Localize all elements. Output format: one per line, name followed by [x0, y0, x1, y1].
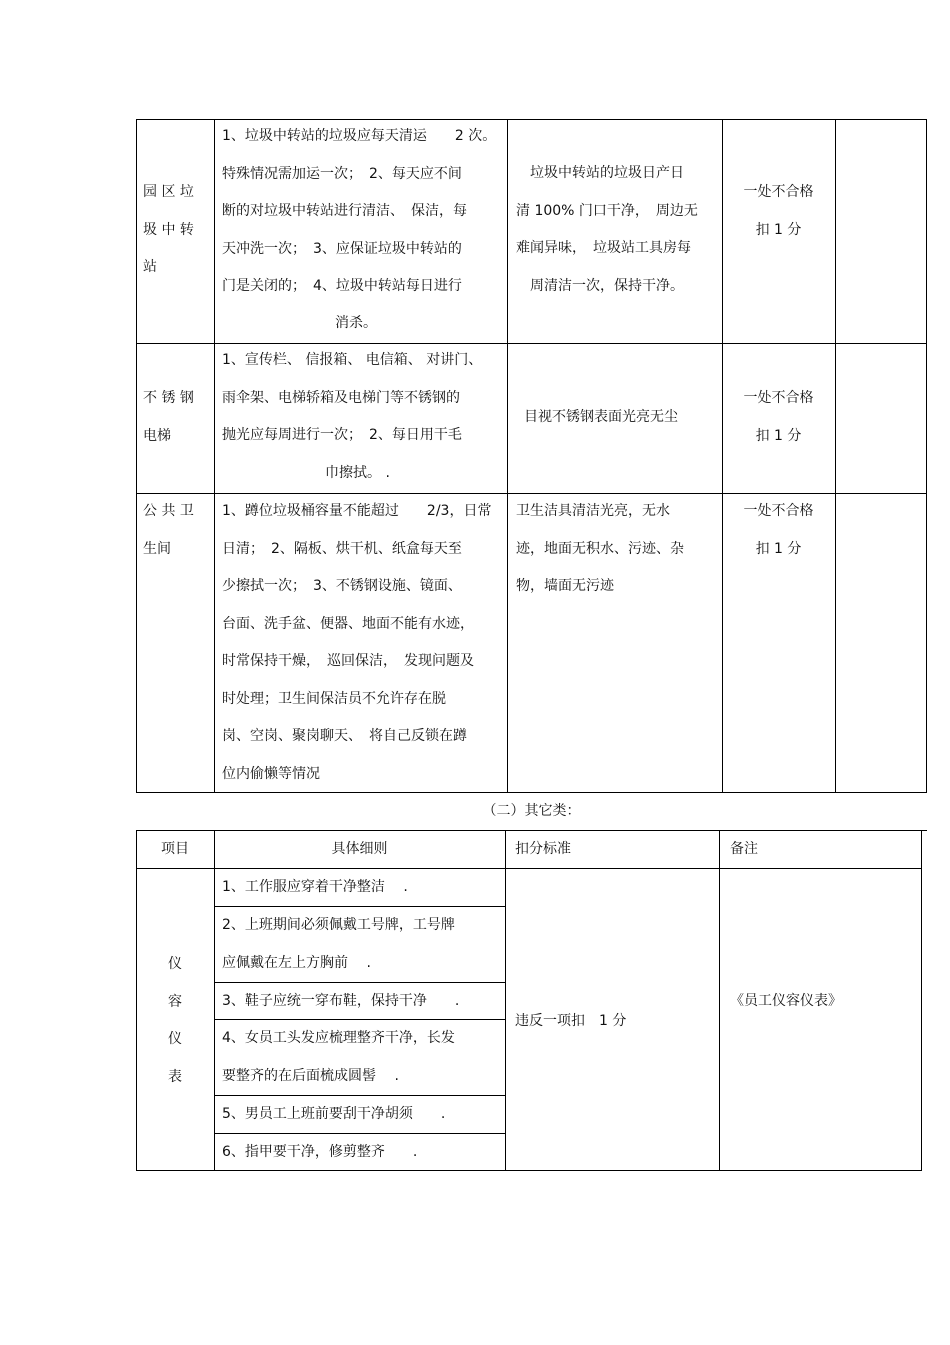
row3-area: 公 共 卫 生间 — [143, 503, 194, 557]
row3-deduction: 一处不合格 扣 1 分 — [743, 503, 814, 557]
section2-title: （二）其它类： — [482, 803, 581, 819]
row3-standard: 卫生洁具清洁光亮，无水 迹，地面无积水、污迹、杂 物，墙面无污迹 — [516, 503, 684, 594]
row1-deduction: 一处不合格 扣 1 分 — [743, 184, 814, 238]
detail-5: 5、男员工上班前要刮干净胡须 . — [222, 1106, 446, 1122]
row1-area: 园 区 垃 圾 中 转 站 — [143, 184, 194, 275]
header-note: 备注 — [730, 841, 758, 857]
row1-standard: 垃圾中转站的垃圾日产日 清 100% 门口干净， 周边无 难闻异味， 垃圾站工具房每 周清洁一次，保持干净。 — [516, 165, 698, 294]
row3-detail: 1、蹲位垃圾桶容量不能超过 2/3，日常 日清； 2、隔板、烘干机、纸盒每天至 少擦拭一次； 3、不锈钢设施、镜面、 台面、洗手盆、便器、地面不能有水迹， 时常保持干燥， 巡回保洁， 发现问题及 时处理；卫生间保洁员不允许存在脱 岗、空岗、聚岗聊天、 将自己反锁在蹲 位内偷懒等情况 — [222, 503, 492, 782]
row2-standard: 目视不锈钢表面光亮无尘 — [524, 409, 678, 425]
detail-2: 2、上班期间必须佩戴工号牌，工号牌 应佩戴在左上方胸前 . — [222, 917, 455, 971]
row1-detail-tail: 消杀。 — [335, 315, 377, 331]
detail-4: 4、女员工头发应梳理整齐干净，长发 要整齐的在后面梳成圆髻 . — [222, 1030, 455, 1084]
detail-6: 6、指甲要干净，修剪整齐 . — [222, 1144, 418, 1160]
detail-3: 3、鞋子应统一穿布鞋，保持干净 . — [222, 993, 460, 1009]
note-reference: 《员工仪容仪表》 — [730, 993, 842, 1009]
header-standard: 扣分标准 — [515, 841, 571, 857]
item-name: 仪 容 仪 表 — [168, 956, 182, 1085]
header-detail: 具体细则 — [331, 841, 388, 857]
row2-deduction: 一处不合格 扣 1 分 — [743, 390, 814, 444]
header-item: 项目 — [161, 841, 189, 857]
row2-detail: 1、宣传栏、 信报箱、 电信箱、 对讲门、 雨伞架、电梯轿箱及电梯门等不锈钢的 抛光应每周进行一次； 2、每日用干毛 — [222, 352, 483, 443]
deduction-standard: 违反一项扣 1 分 — [515, 1013, 627, 1029]
row2-detail-tail: 巾擦拭。 . — [325, 465, 390, 481]
row1-detail: 1、垃圾中转站的垃圾应每天清运 2 次。 特殊情况需加运一次； 2、每天应不间 断的对垃圾中转站进行清洁、 保洁，每 天冲洗一次； 3、应保证垃圾中转站的 门是关闭的； 4、垃圾中转站每日进行 — [222, 128, 497, 294]
row2-area: 不 锈 钢 电梯 — [143, 390, 194, 444]
detail-1: 1、工作服应穿着干净整洁 . — [222, 879, 408, 895]
